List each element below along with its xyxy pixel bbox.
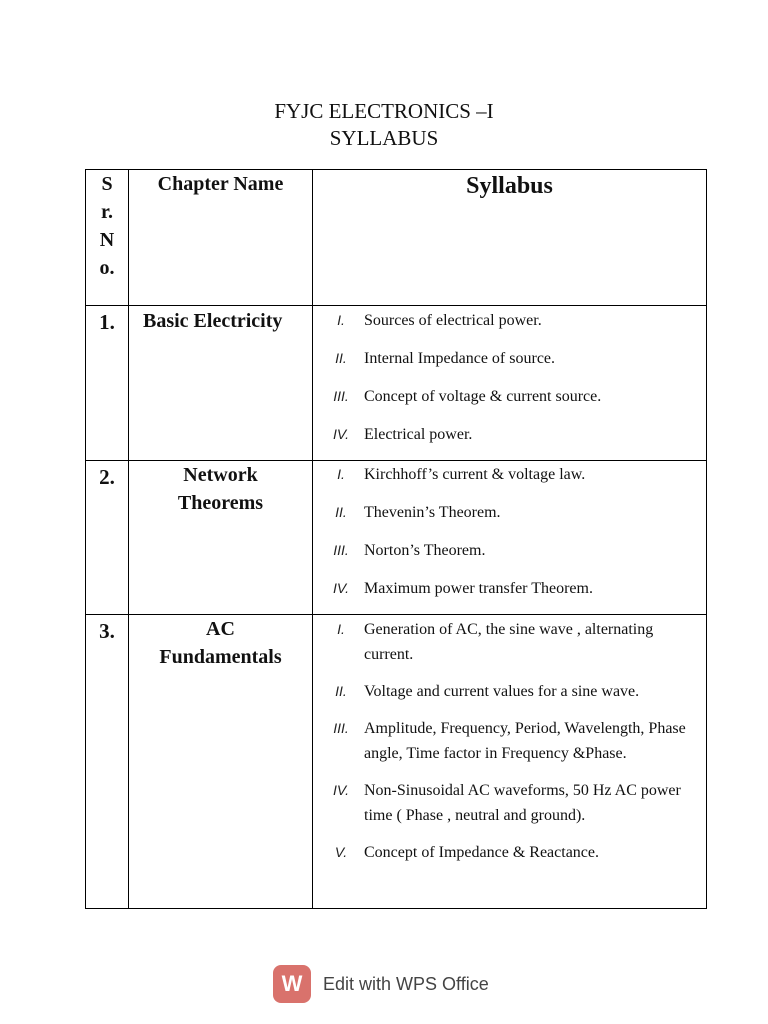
row-number-cell	[86, 461, 129, 615]
list-item	[313, 422, 706, 447]
list-item	[313, 384, 706, 409]
item-text: Internal Impedance of source.	[364, 350, 556, 367]
roman-numeral: IV.	[332, 426, 350, 442]
syllabus-list	[313, 615, 706, 865]
item-text: Kirchhoff’s current & voltage law.	[364, 466, 586, 483]
syllabus-cell	[313, 461, 707, 615]
item-text: Electrical power.	[364, 426, 473, 443]
chapter-name: Basic Electricity	[143, 310, 283, 332]
syllabus-cell	[313, 306, 707, 461]
roman-numeral: III.	[333, 542, 349, 558]
list-item	[313, 346, 706, 371]
edit-with-wps-label: Edit with WPS Office	[323, 973, 489, 994]
list-item	[313, 576, 706, 601]
row-number: 3.	[99, 619, 115, 643]
wps-logo-icon: W	[273, 965, 311, 1003]
roman-numeral: II.	[335, 504, 347, 520]
row-number: 1.	[99, 310, 115, 334]
list-item	[313, 778, 706, 828]
item-text: Generation of AC, the sine wave , alternating current.	[364, 621, 654, 663]
list-item	[313, 716, 706, 766]
header-cell-syllabus	[313, 170, 707, 306]
roman-numeral: II.	[335, 350, 347, 366]
row-number: 2.	[99, 465, 115, 489]
table-row	[86, 461, 707, 615]
chapter-name: AC Fundamentals	[159, 618, 282, 668]
roman-numeral: I.	[337, 312, 345, 328]
syllabus-list	[313, 461, 706, 601]
header-syllabus: Syllabus	[466, 173, 553, 199]
roman-numeral: III.	[333, 720, 349, 736]
item-text: Concept of voltage & current source.	[364, 388, 602, 405]
table-row	[86, 615, 707, 909]
header-cell-sr	[86, 170, 129, 306]
chapter-cell	[129, 306, 313, 461]
list-item	[313, 840, 706, 865]
item-text: Concept of Impedance & Reactance.	[364, 844, 599, 861]
item-text: Maximum power transfer Theorem.	[364, 580, 593, 597]
roman-numeral: IV.	[332, 782, 350, 798]
header-cell-chapter	[129, 170, 313, 306]
syllabus-table	[85, 169, 707, 909]
roman-numeral: IV.	[332, 580, 350, 596]
item-text: Amplitude, Frequency, Period, Wavelength, Phase angle, Time factor in Frequency &Phase.	[364, 720, 686, 762]
list-item	[313, 617, 706, 667]
list-item	[313, 679, 706, 704]
list-item	[313, 308, 706, 333]
table-header-row	[86, 170, 707, 306]
row-number-cell	[86, 306, 129, 461]
header-sr-no: Sr. No.	[99, 173, 115, 279]
table-row	[86, 306, 707, 461]
roman-numeral: I.	[337, 621, 345, 637]
header-chapter-name: Chapter Name	[157, 173, 284, 195]
chapter-cell	[129, 615, 313, 909]
document-title: FYJC ELECTRONICS –I	[274, 99, 494, 123]
item-text: Voltage and current values for a sine wave.	[364, 683, 640, 700]
row-number-cell	[86, 615, 129, 909]
list-item	[313, 500, 706, 525]
edit-with-wps-button[interactable]	[273, 965, 489, 1003]
roman-numeral: V.	[334, 844, 348, 860]
roman-numeral: III.	[333, 388, 349, 404]
chapter-cell	[129, 461, 313, 615]
roman-numeral: II.	[335, 683, 347, 699]
item-text: Non-Sinusoidal AC waveforms, 50 Hz AC power time ( Phase , neutral and ground).	[364, 782, 681, 824]
list-item	[313, 462, 706, 487]
list-item	[313, 538, 706, 563]
item-text: Norton’s Theorem.	[364, 542, 486, 559]
syllabus-list	[313, 306, 706, 447]
chapter-name: Network Theorems	[177, 464, 264, 514]
item-text: Thevenin’s Theorem.	[364, 504, 501, 521]
roman-numeral: I.	[337, 466, 345, 482]
document-subtitle: SYLLABUS	[329, 126, 439, 150]
item-text: Sources of electrical power.	[364, 312, 542, 329]
syllabus-cell	[313, 615, 707, 909]
